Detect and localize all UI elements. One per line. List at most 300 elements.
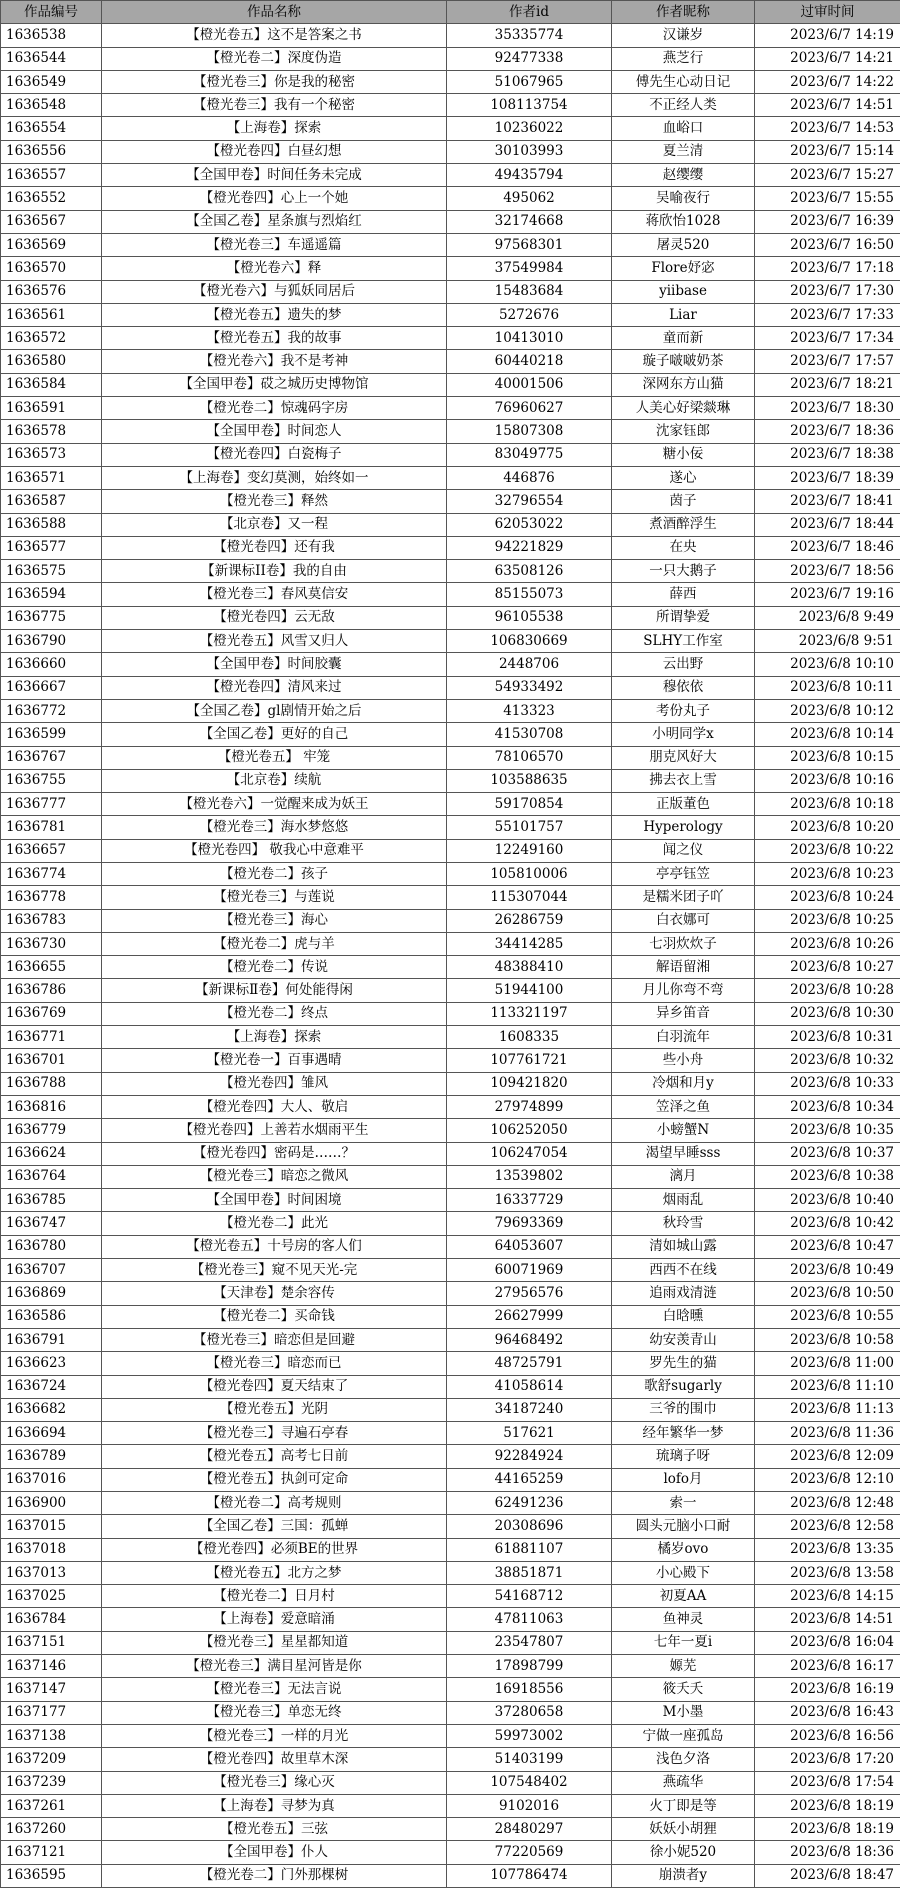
author-nickname-cell: 秋玲雪 xyxy=(612,1212,755,1235)
review-time-cell: 2023/6/8 17:20 xyxy=(755,1748,900,1771)
table-row xyxy=(1,816,900,839)
table-row xyxy=(1,70,900,93)
table-row xyxy=(1,466,900,489)
author-id-cell: 92477338 xyxy=(447,47,612,70)
author-id-cell: 20308696 xyxy=(447,1515,612,1538)
work-id-cell: 1637146 xyxy=(1,1655,102,1678)
author-id-cell: 60071969 xyxy=(447,1259,612,1282)
work-title-cell: 【橙光卷五】三弦 xyxy=(102,1818,447,1841)
review-time-cell: 2023/6/8 12:58 xyxy=(755,1515,900,1538)
author-id-cell: 48725791 xyxy=(447,1352,612,1375)
author-nickname-cell: 煮酒醉浮生 xyxy=(612,513,755,536)
review-time-cell: 2023/6/8 12:09 xyxy=(755,1445,900,1468)
author-id-cell: 60440218 xyxy=(447,350,612,373)
author-id-cell: 32174668 xyxy=(447,210,612,233)
work-id-cell: 1637151 xyxy=(1,1631,102,1654)
author-nickname-cell: 幼安羡青山 xyxy=(612,1328,755,1351)
table-row xyxy=(1,1841,900,1864)
review-time-cell: 2023/6/8 14:15 xyxy=(755,1585,900,1608)
author-nickname-cell: 冷烟和月y xyxy=(612,1072,755,1095)
table-row xyxy=(1,1608,900,1631)
work-id-cell: 1636774 xyxy=(1,862,102,885)
table-row xyxy=(1,1422,900,1445)
work-id-cell: 1637025 xyxy=(1,1585,102,1608)
work-id-cell: 1636570 xyxy=(1,257,102,280)
review-time-cell: 2023/6/8 17:54 xyxy=(755,1771,900,1794)
work-id-cell: 1637121 xyxy=(1,1841,102,1864)
review-time-cell: 2023/6/8 10:28 xyxy=(755,979,900,1002)
author-nickname-cell: 琉璃子呀 xyxy=(612,1445,755,1468)
review-time-cell: 2023/6/7 15:27 xyxy=(755,164,900,187)
table-row xyxy=(1,583,900,606)
author-nickname-cell: 些小舟 xyxy=(612,1049,755,1072)
table-row xyxy=(1,1468,900,1491)
work-title-cell: 【橙光卷一】百事遇晴 xyxy=(102,1049,447,1072)
table-row xyxy=(1,956,900,979)
work-id-cell: 1636576 xyxy=(1,280,102,303)
table-row xyxy=(1,1864,900,1887)
review-time-cell: 2023/6/7 18:44 xyxy=(755,513,900,536)
work-id-cell: 1636577 xyxy=(1,536,102,559)
author-id-cell: 27956576 xyxy=(447,1282,612,1305)
table-row xyxy=(1,699,900,722)
author-nickname-cell: 索一 xyxy=(612,1492,755,1515)
author-id-cell: 32796554 xyxy=(447,490,612,513)
author-nickname-cell: 璇子啵啵奶茶 xyxy=(612,350,755,373)
author-nickname-cell: 遂心 xyxy=(612,466,755,489)
work-title-cell: 【橙光卷四】云无敌 xyxy=(102,606,447,629)
review-time-cell: 2023/6/8 18:47 xyxy=(755,1864,900,1887)
work-title-cell: 【橙光卷三】海心 xyxy=(102,909,447,932)
author-id-cell: 15483684 xyxy=(447,280,612,303)
work-id-cell: 1636755 xyxy=(1,769,102,792)
work-title-cell: 【橙光卷四】白瓷梅子 xyxy=(102,443,447,466)
author-nickname-cell: SLHY工作室 xyxy=(612,630,755,653)
author-nickname-cell: Flore妤宓 xyxy=(612,257,755,280)
work-id-cell: 1637016 xyxy=(1,1468,102,1491)
work-title-cell: 【橙光卷三】春风莫信安 xyxy=(102,583,447,606)
work-title-cell: 【橙光卷三】我有一个秘密 xyxy=(102,94,447,117)
table-row xyxy=(1,746,900,769)
review-time-cell: 2023/6/7 16:39 xyxy=(755,210,900,233)
author-nickname-cell: 烟雨乱 xyxy=(612,1189,755,1212)
work-title-cell: 【橙光卷五】 牢笼 xyxy=(102,746,447,769)
review-time-cell: 2023/6/8 10:11 xyxy=(755,676,900,699)
work-id-cell: 1636567 xyxy=(1,210,102,233)
author-nickname-cell: 筱夭夭 xyxy=(612,1678,755,1701)
work-id-cell: 1636655 xyxy=(1,956,102,979)
table-row xyxy=(1,1235,900,1258)
work-title-cell: 【橙光卷二】终点 xyxy=(102,1002,447,1025)
table-row xyxy=(1,373,900,396)
author-nickname-cell: 小螃蟹N xyxy=(612,1119,755,1142)
work-id-cell: 1636791 xyxy=(1,1328,102,1351)
work-id-cell: 1636778 xyxy=(1,886,102,909)
author-id-cell: 105810006 xyxy=(447,862,612,885)
work-title-cell: 【新课标Ⅱ卷】何处能得闲 xyxy=(102,979,447,1002)
author-nickname-cell: 亭亭钰笠 xyxy=(612,862,755,885)
table-row xyxy=(1,350,900,373)
author-id-cell: 13539802 xyxy=(447,1165,612,1188)
review-time-cell: 2023/6/8 10:32 xyxy=(755,1049,900,1072)
work-title-cell: 【橙光卷三】车遥遥篇 xyxy=(102,233,447,256)
table-row xyxy=(1,630,900,653)
author-id-cell: 9102016 xyxy=(447,1794,612,1817)
table-row xyxy=(1,164,900,187)
author-nickname-cell: 童而新 xyxy=(612,327,755,350)
work-title-cell: 【橙光卷二】高考规则 xyxy=(102,1492,447,1515)
work-title-cell: 【全国乙卷】更好的自己 xyxy=(102,723,447,746)
author-id-cell: 94221829 xyxy=(447,536,612,559)
work-id-cell: 1637177 xyxy=(1,1701,102,1724)
work-title-cell: 【橙光卷六】与狐妖同居后 xyxy=(102,280,447,303)
work-title-cell: 【橙光卷三】缘心灭 xyxy=(102,1771,447,1794)
review-time-cell: 2023/6/8 10:20 xyxy=(755,816,900,839)
work-title-cell: 【橙光卷三】单恋无终 xyxy=(102,1701,447,1724)
table-row xyxy=(1,1701,900,1724)
author-id-cell: 41530708 xyxy=(447,723,612,746)
author-id-cell: 55101757 xyxy=(447,816,612,839)
work-id-cell: 1636701 xyxy=(1,1049,102,1072)
work-id-cell: 1636667 xyxy=(1,676,102,699)
review-time-cell: 2023/6/8 10:35 xyxy=(755,1119,900,1142)
author-id-cell: 10236022 xyxy=(447,117,612,140)
work-title-cell: 【橙光卷三】满目星河皆是你 xyxy=(102,1655,447,1678)
author-nickname-cell: 屠灵520 xyxy=(612,233,755,256)
work-id-cell: 1636777 xyxy=(1,793,102,816)
work-title-cell: 【橙光卷四】大人、敬启 xyxy=(102,1095,447,1118)
table-row xyxy=(1,257,900,280)
author-nickname-cell: 蒋欣怡1028 xyxy=(612,210,755,233)
author-id-cell: 30103993 xyxy=(447,140,612,163)
work-title-cell: 【上海卷】变幻莫测，始终如一 xyxy=(102,466,447,489)
work-id-cell: 1636554 xyxy=(1,117,102,140)
work-id-cell: 1636572 xyxy=(1,327,102,350)
table-row xyxy=(1,1655,900,1678)
work-id-cell: 1636767 xyxy=(1,746,102,769)
review-time-cell: 2023/6/7 17:33 xyxy=(755,303,900,326)
table-row xyxy=(1,327,900,350)
work-id-cell: 1637239 xyxy=(1,1771,102,1794)
work-id-cell: 1637015 xyxy=(1,1515,102,1538)
work-id-cell: 1636556 xyxy=(1,140,102,163)
work-id-cell: 1637260 xyxy=(1,1818,102,1841)
work-title-cell: 【橙光卷三】与莲说 xyxy=(102,886,447,909)
author-nickname-cell: 是糯米团子吖 xyxy=(612,886,755,909)
table-row xyxy=(1,117,900,140)
work-title-cell: 【橙光卷二】传说 xyxy=(102,956,447,979)
author-id-cell: 61881107 xyxy=(447,1538,612,1561)
work-title-cell: 【橙光卷五】遗失的梦 xyxy=(102,303,447,326)
review-time-cell: 2023/6/8 10:15 xyxy=(755,746,900,769)
author-nickname-cell: M小墨 xyxy=(612,1701,755,1724)
work-id-cell: 1636786 xyxy=(1,979,102,1002)
author-nickname-cell: 罗先生的猫 xyxy=(612,1352,755,1375)
author-id-cell: 1608335 xyxy=(447,1026,612,1049)
work-id-cell: 1636623 xyxy=(1,1352,102,1375)
author-id-cell: 78106570 xyxy=(447,746,612,769)
author-id-cell: 40001506 xyxy=(447,373,612,396)
work-title-cell: 【橙光卷四】还有我 xyxy=(102,536,447,559)
review-time-cell: 2023/6/8 10:27 xyxy=(755,956,900,979)
work-title-cell: 【橙光卷六】我不是考神 xyxy=(102,350,447,373)
table-row xyxy=(1,560,900,583)
author-nickname-cell: 浅色夕洛 xyxy=(612,1748,755,1771)
table-row xyxy=(1,513,900,536)
review-time-cell: 2023/6/8 10:10 xyxy=(755,653,900,676)
review-time-cell: 2023/6/7 18:46 xyxy=(755,536,900,559)
author-nickname-cell: 白衣娜可 xyxy=(612,909,755,932)
work-title-cell: 【橙光卷五】光阴 xyxy=(102,1398,447,1421)
author-id-cell: 41058614 xyxy=(447,1375,612,1398)
work-title-cell: 【橙光卷四】雏风 xyxy=(102,1072,447,1095)
work-title-cell: 【橙光卷三】寻遍石亭春 xyxy=(102,1422,447,1445)
work-id-cell: 1636595 xyxy=(1,1864,102,1887)
work-id-cell: 1636694 xyxy=(1,1422,102,1445)
work-id-cell: 1636730 xyxy=(1,932,102,955)
header-review-time: 过审时间 xyxy=(755,1,900,24)
table-row xyxy=(1,653,900,676)
author-nickname-cell: 一只大鹅子 xyxy=(612,560,755,583)
author-nickname-cell: Liar xyxy=(612,303,755,326)
work-id-cell: 1636764 xyxy=(1,1165,102,1188)
table-row xyxy=(1,1538,900,1561)
table-row xyxy=(1,676,900,699)
work-title-cell: 【橙光卷二】门外那棵树 xyxy=(102,1864,447,1887)
review-time-cell: 2023/6/7 14:22 xyxy=(755,70,900,93)
work-title-cell: 【橙光卷三】星星都知道 xyxy=(102,1631,447,1654)
review-time-cell: 2023/6/8 10:55 xyxy=(755,1305,900,1328)
author-id-cell: 97568301 xyxy=(447,233,612,256)
table-row xyxy=(1,1119,900,1142)
work-title-cell: 【全国甲卷】时间任务未完成 xyxy=(102,164,447,187)
author-id-cell: 107786474 xyxy=(447,1864,612,1887)
author-nickname-cell: 小明同学x xyxy=(612,723,755,746)
work-title-cell: 【橙光卷二】买命钱 xyxy=(102,1305,447,1328)
table-row xyxy=(1,1818,900,1841)
table-row xyxy=(1,1561,900,1584)
work-id-cell: 1636594 xyxy=(1,583,102,606)
review-time-cell: 2023/6/8 10:25 xyxy=(755,909,900,932)
work-title-cell: 【全国甲卷】仆人 xyxy=(102,1841,447,1864)
table-row xyxy=(1,536,900,559)
work-title-cell: 【橙光卷三】海水梦悠悠 xyxy=(102,816,447,839)
work-id-cell: 1636548 xyxy=(1,94,102,117)
work-title-cell: 【北京卷】又一程 xyxy=(102,513,447,536)
author-id-cell: 16918556 xyxy=(447,1678,612,1701)
review-time-cell: 2023/6/8 16:43 xyxy=(755,1701,900,1724)
work-title-cell: 【橙光卷四】密码是……？ xyxy=(102,1142,447,1165)
author-id-cell: 48388410 xyxy=(447,956,612,979)
work-id-cell: 1636657 xyxy=(1,839,102,862)
author-id-cell: 115307044 xyxy=(447,886,612,909)
work-title-cell: 【橙光卷二】孩子 xyxy=(102,862,447,885)
author-id-cell: 446876 xyxy=(447,466,612,489)
author-nickname-cell: 血峪口 xyxy=(612,117,755,140)
author-nickname-cell: 崩溃者y xyxy=(612,1864,755,1887)
work-id-cell: 1636785 xyxy=(1,1189,102,1212)
work-title-cell: 【橙光卷三】释然 xyxy=(102,490,447,513)
review-time-cell: 2023/6/8 10:34 xyxy=(755,1095,900,1118)
author-nickname-cell: 深网东方山猫 xyxy=(612,373,755,396)
author-nickname-cell: 吴喻夜行 xyxy=(612,187,755,210)
table-row xyxy=(1,1002,900,1025)
table-row xyxy=(1,793,900,816)
author-id-cell: 413323 xyxy=(447,699,612,722)
review-time-cell: 2023/6/7 18:38 xyxy=(755,443,900,466)
work-title-cell: 【橙光卷二】深度伪造 xyxy=(102,47,447,70)
table-row xyxy=(1,1794,900,1817)
review-time-cell: 2023/6/7 15:14 xyxy=(755,140,900,163)
author-id-cell: 26627999 xyxy=(447,1305,612,1328)
review-time-cell: 2023/6/7 17:57 xyxy=(755,350,900,373)
work-id-cell: 1636772 xyxy=(1,699,102,722)
table-row xyxy=(1,1026,900,1049)
work-title-cell: 【橙光卷四】必须BE的世界 xyxy=(102,1538,447,1561)
table-row xyxy=(1,1049,900,1072)
author-nickname-cell: 清如城山露 xyxy=(612,1235,755,1258)
review-time-cell: 2023/6/8 18:36 xyxy=(755,1841,900,1864)
table-row xyxy=(1,1585,900,1608)
table-row xyxy=(1,94,900,117)
work-id-cell: 1636781 xyxy=(1,816,102,839)
table-row xyxy=(1,47,900,70)
work-title-cell: 【全国甲卷】砹之城历史博物馆 xyxy=(102,373,447,396)
author-id-cell: 35335774 xyxy=(447,24,612,47)
work-title-cell: 【橙光卷五】执剑可定命 xyxy=(102,1468,447,1491)
work-id-cell: 1636788 xyxy=(1,1072,102,1095)
author-nickname-cell: 七羽炊炊子 xyxy=(612,932,755,955)
review-time-cell: 2023/6/8 12:48 xyxy=(755,1492,900,1515)
work-id-cell: 1636724 xyxy=(1,1375,102,1398)
author-id-cell: 92284924 xyxy=(447,1445,612,1468)
work-id-cell: 1637013 xyxy=(1,1561,102,1584)
work-id-cell: 1636775 xyxy=(1,606,102,629)
work-title-cell: 【橙光卷四】夏天结束了 xyxy=(102,1375,447,1398)
work-id-cell: 1636869 xyxy=(1,1282,102,1305)
author-nickname-cell: 小心殿下 xyxy=(612,1561,755,1584)
work-id-cell: 1636557 xyxy=(1,164,102,187)
author-nickname-cell: 白晗曛 xyxy=(612,1305,755,1328)
work-title-cell: 【橙光卷五】十号房的客人们 xyxy=(102,1235,447,1258)
review-time-cell: 2023/6/7 14:51 xyxy=(755,94,900,117)
table-row xyxy=(1,1678,900,1701)
work-title-cell: 【橙光卷二】此光 xyxy=(102,1212,447,1235)
work-title-cell: 【橙光卷三】暗恋之微风 xyxy=(102,1165,447,1188)
review-time-cell: 2023/6/8 10:26 xyxy=(755,932,900,955)
review-time-cell: 2023/6/8 10:47 xyxy=(755,1235,900,1258)
review-time-cell: 2023/6/8 10:37 xyxy=(755,1142,900,1165)
work-title-cell: 【全国乙卷】gl剧情开始之后 xyxy=(102,699,447,722)
author-id-cell: 96468492 xyxy=(447,1328,612,1351)
author-id-cell: 37549984 xyxy=(447,257,612,280)
author-nickname-cell: 云出野 xyxy=(612,653,755,676)
work-id-cell: 1637261 xyxy=(1,1794,102,1817)
review-time-cell: 2023/6/7 18:41 xyxy=(755,490,900,513)
author-id-cell: 109421820 xyxy=(447,1072,612,1095)
work-id-cell: 1636578 xyxy=(1,420,102,443)
table-row xyxy=(1,1352,900,1375)
review-time-cell: 2023/6/8 10:31 xyxy=(755,1026,900,1049)
table-row xyxy=(1,909,900,932)
author-id-cell: 28480297 xyxy=(447,1818,612,1841)
table-row xyxy=(1,420,900,443)
work-title-cell: 【橙光卷四】 敬我心中意难平 xyxy=(102,839,447,862)
work-title-cell: 【全国乙卷】星条旗与烈焰红 xyxy=(102,210,447,233)
work-id-cell: 1636783 xyxy=(1,909,102,932)
review-time-cell: 2023/6/8 11:13 xyxy=(755,1398,900,1421)
table-row xyxy=(1,233,900,256)
work-id-cell: 1636790 xyxy=(1,630,102,653)
table-row xyxy=(1,1095,900,1118)
author-nickname-cell: 朋克风好大 xyxy=(612,746,755,769)
author-id-cell: 107548402 xyxy=(447,1771,612,1794)
work-id-cell: 1636747 xyxy=(1,1212,102,1235)
review-time-cell: 2023/6/7 18:39 xyxy=(755,466,900,489)
work-id-cell: 1636544 xyxy=(1,47,102,70)
author-id-cell: 54168712 xyxy=(447,1585,612,1608)
author-id-cell: 79693369 xyxy=(447,1212,612,1235)
author-id-cell: 23547807 xyxy=(447,1631,612,1654)
work-id-cell: 1636771 xyxy=(1,1026,102,1049)
author-nickname-cell: 鱼神灵 xyxy=(612,1608,755,1631)
work-id-cell: 1636816 xyxy=(1,1095,102,1118)
review-time-cell: 2023/6/8 11:00 xyxy=(755,1352,900,1375)
work-id-cell: 1636538 xyxy=(1,24,102,47)
review-time-cell: 2023/6/8 10:50 xyxy=(755,1282,900,1305)
work-id-cell: 1636779 xyxy=(1,1119,102,1142)
review-time-cell: 2023/6/7 18:36 xyxy=(755,420,900,443)
author-id-cell: 51403199 xyxy=(447,1748,612,1771)
table-row xyxy=(1,140,900,163)
author-nickname-cell: 茵子 xyxy=(612,490,755,513)
table-body xyxy=(1,24,900,1888)
author-nickname-cell: 闻之仪 xyxy=(612,839,755,862)
author-id-cell: 495062 xyxy=(447,187,612,210)
review-time-cell: 2023/6/8 18:19 xyxy=(755,1794,900,1817)
work-id-cell: 1636573 xyxy=(1,443,102,466)
author-id-cell: 517621 xyxy=(447,1422,612,1445)
work-id-cell: 1636584 xyxy=(1,373,102,396)
work-title-cell: 【全国甲卷】时间困境 xyxy=(102,1189,447,1212)
table-row xyxy=(1,979,900,1002)
review-time-cell: 2023/6/8 16:19 xyxy=(755,1678,900,1701)
author-nickname-cell: 妖妖小胡狸 xyxy=(612,1818,755,1841)
work-title-cell: 【上海卷】爱意暗涌 xyxy=(102,1608,447,1631)
review-time-cell: 2023/6/7 14:19 xyxy=(755,24,900,47)
work-id-cell: 1636780 xyxy=(1,1235,102,1258)
author-nickname-cell: 徐小妮520 xyxy=(612,1841,755,1864)
work-id-cell: 1636569 xyxy=(1,233,102,256)
review-time-cell: 2023/6/8 10:14 xyxy=(755,723,900,746)
table-row xyxy=(1,1259,900,1282)
work-id-cell: 1636769 xyxy=(1,1002,102,1025)
review-time-cell: 2023/6/8 13:58 xyxy=(755,1561,900,1584)
work-title-cell: 【橙光卷二】日月村 xyxy=(102,1585,447,1608)
work-title-cell: 【橙光卷五】这不是答案之书 xyxy=(102,24,447,47)
table-row xyxy=(1,210,900,233)
header-author-id: 作者id xyxy=(447,1,612,24)
author-nickname-cell: 三爷的围巾 xyxy=(612,1398,755,1421)
work-id-cell: 1636599 xyxy=(1,723,102,746)
author-nickname-cell: 漓月 xyxy=(612,1165,755,1188)
author-id-cell: 47811063 xyxy=(447,1608,612,1631)
work-id-cell: 1636682 xyxy=(1,1398,102,1421)
table-row xyxy=(1,1305,900,1328)
author-id-cell: 38851871 xyxy=(447,1561,612,1584)
author-id-cell: 27974899 xyxy=(447,1095,612,1118)
author-nickname-cell: 圆头元脑小口耐 xyxy=(612,1515,755,1538)
